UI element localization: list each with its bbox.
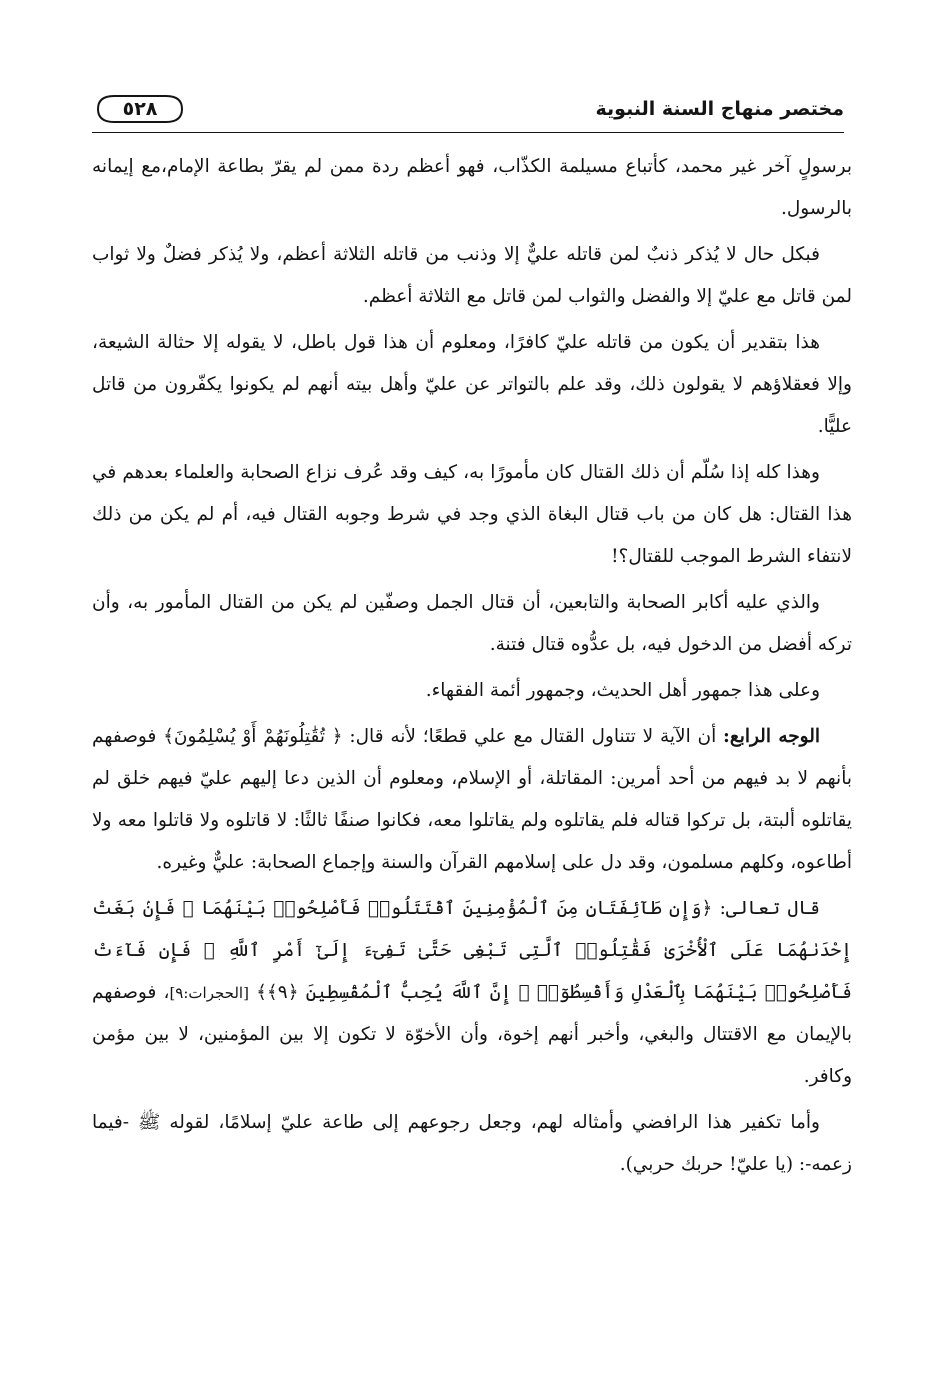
body-text — [92, 146, 852, 1190]
paragraph-6: وعلى هذا جمهور أهل الحديث، وجمهور أئمة الفقهاء. — [425, 680, 820, 701]
quran-verse: ﴿وَإِن طَآئِفَتَانِ مِنَ ٱلْمُؤْمِنِينَ ٱقْتَتَلُوا۟ فَأَصْلِحُوا۟ بَيْنَهُمَا ۖ فَإِنۢ بَغَتْ إِحْدَىٰهُمَا عَلَى ٱلْأُخْرَىٰ فَقَٰتِلُوا۟ ٱلَّتِى تَبْغِى حَتَّىٰ تَفِىٓءَ إِلَىٰٓ أَمْرِ ٱللَّهِ ۚ فَإِن فَآءَتْ فَأَصْلِحُوا۟ بَيْنَهُمَا بِٱلْعَدْلِ وَأَقْسِطُوٓا۟ ۖ إِنَّ ٱللَّهَ يُحِبُّ ٱلْمُقْسِطِينَ ﴿٩﴾﴾ — [92, 898, 852, 1003]
page-header — [92, 92, 844, 132]
book-title: مختصر منهاج السنة النبوية — [595, 98, 844, 120]
paragraph-7 — [92, 716, 852, 884]
paragraph-7-text: أن الآية لا تتناول القتال مع علي قطعًا؛ لأنه قال: ﴿ تُقَٰتِلُونَهُمْ أَوْ يُسْلِمُونَ﴾ فوصفهم بأنهم لا بد فيهم من أحد أمرين: المقاتلة، أو الإسلام، ومعلوم أن الذين دعا إليهم عليّ فيهم خلق لم يقاتلوه ألبتة، بل تركوا قتاله فلم يقاتلوه ولم يقاتلوا معه، فكانوا صنفًا ثالثًا: لا قاتلوه ولا قاتلوا معه ولا أطاعوه، وكلهم مسلمون، وقد دل على إسلامهم القرآن والسنة وإجماع الصحابة: عليٌّ وغيره. — [92, 726, 852, 873]
paragraph-2: فبكل حال لا يُذكر ذنبٌ لمن قاتله عليٌّ إلا وذنب من قاتله الثلاثة أعظم، ولا يُذكر فضلٌ ولا ثواب لمن قاتل مع عليّ إلا والفضل والثواب لمن قاتل مع الثلاثة أعظم. — [92, 244, 852, 307]
verse-intro: قال تعالى: — [712, 898, 820, 919]
paragraph-4: وهذا كله إذا سُلّم أن ذلك القتال كان مأمورًا به، كيف وقد عُرف نزاع الصحابة والعلماء بعدهم في هذا القتال: هل كان من باب قتال البغاة الذي وجد في شرط وجوبه القتال فيه، أم لم يكن من ذلك لانتفاء الشرط الموجب للقتال؟! — [92, 462, 852, 567]
paragraph-8 — [92, 888, 852, 1098]
paragraph-1: برسولٍ آخر غير محمد، كأتباع مسيلمة الكذّاب، فهو أعظم ردة ممن لم يقرّ بطاعة الإمام،مع إيمانه بالرسول. — [92, 156, 852, 219]
section-lead: الوجه الرابع: — [723, 726, 821, 747]
paragraph-3: هذا بتقدير أن يكون من قاتله عليّ كافرًا، ومعلوم أن هذا قول باطل، لا يقوله إلا حثالة الشيعة، وإلا فعقلاؤهم لا يقولون ذلك، وقد علم بالتواتر عن عليّ وأهل بيته أنهم لم يكونوا يكفّرون من قاتل عليًّا. — [92, 332, 852, 437]
page-number-badge — [92, 92, 188, 126]
paragraph-5: والذي عليه أكابر الصحابة والتابعين، أن قتال الجمل وصفّين لم يكن من القتال المأمور به، وأن تركه أفضل من الدخول فيه، بل عدُّوه قتال فتنة. — [92, 592, 852, 655]
paragraph-9: وأما تكفير هذا الرافضي وأمثاله لهم، وجعل رجوعهم إلى طاعة عليّ إسلامًا، لقوله ﷺ -فيما زعمه-: (يا عليّ! حربك حربي). — [92, 1112, 852, 1175]
paragraph-8-text: ، فوصفهم بالإيمان مع الاقتتال والبغي، وأخبر أنهم إخوة، وأن الأخوّة لا تكون إلا بين المؤمنين، لا بين مؤمن وكافر. — [92, 982, 852, 1087]
page-number: ٥٢٨ — [122, 98, 158, 120]
header-rule — [92, 132, 844, 133]
verse-reference: [الحجرات:٩] — [169, 984, 249, 1002]
